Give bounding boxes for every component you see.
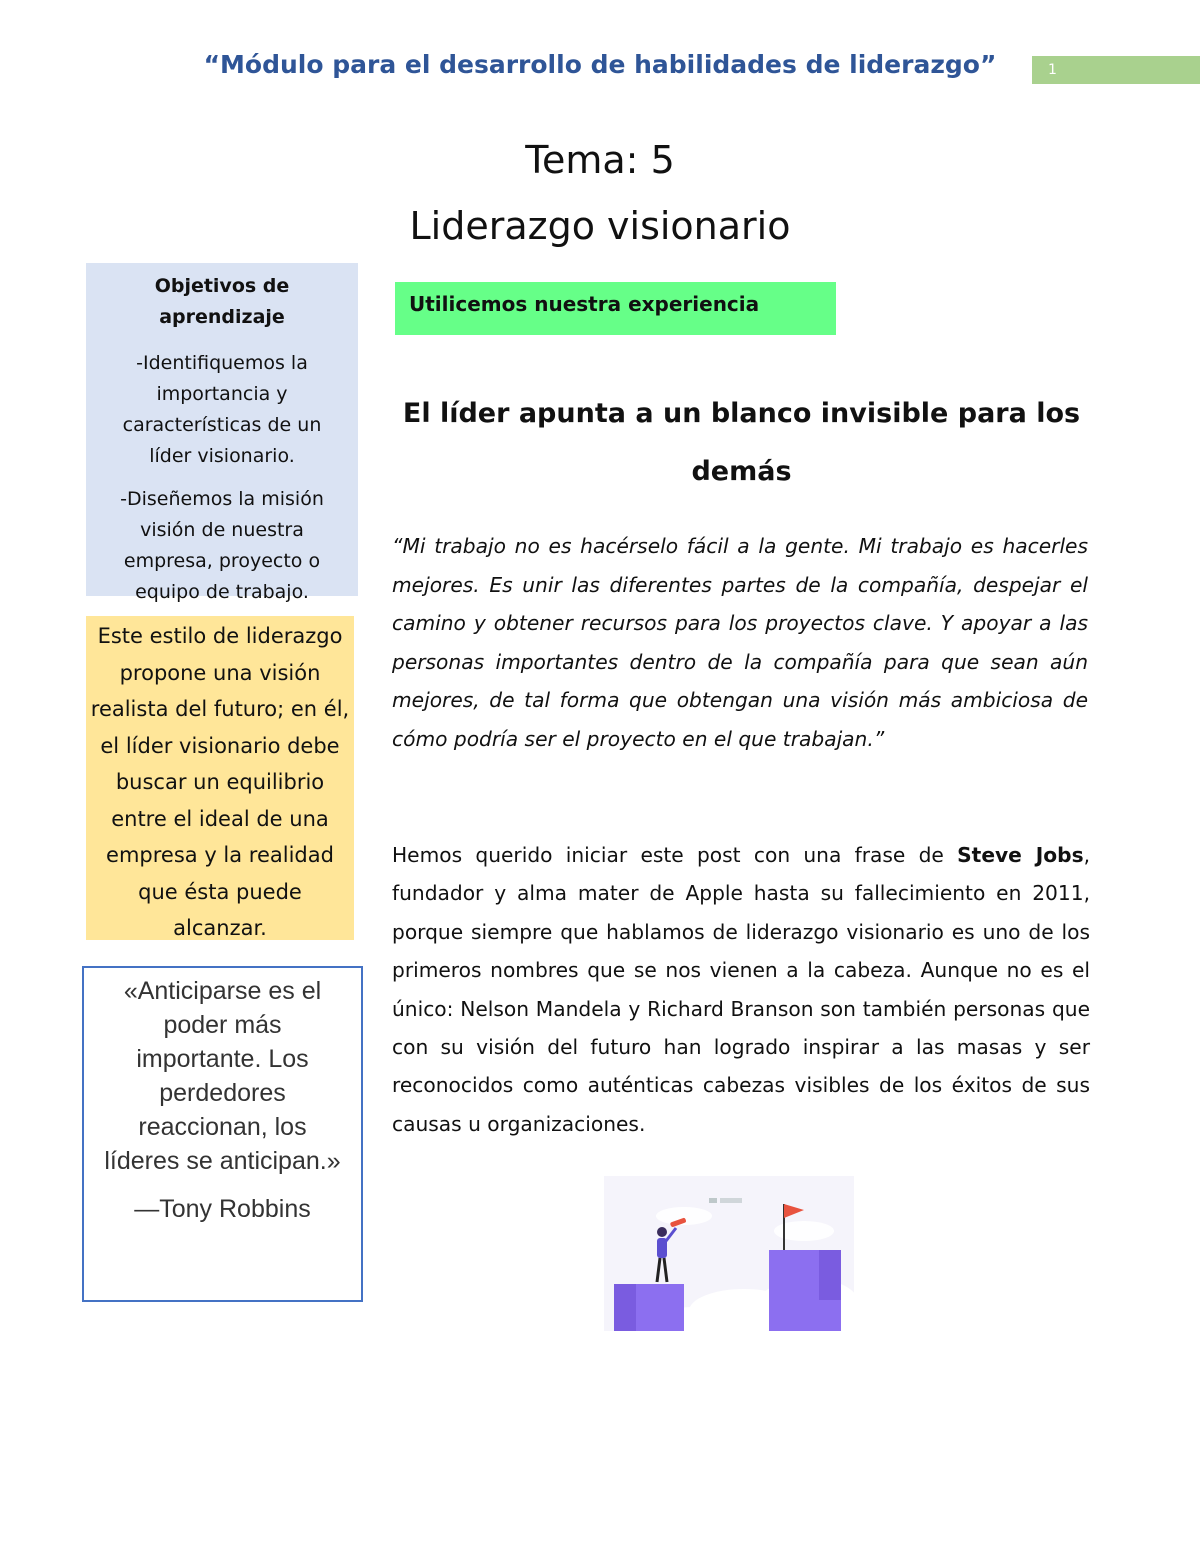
robbins-quote-text: «Anticiparse es el poder más importante. Los perdedores reaccionan, los líderes se anticipan.» <box>104 977 341 1175</box>
robbins-quote-author: —Tony Robbins <box>134 1195 311 1223</box>
topic-title: Liderazgo visionario <box>409 204 791 248</box>
steve-jobs-quote: “Mi trabajo no es hacérselo fácil a la gente. Mi trabajo es hacerles mejores. Es unir las diferentes partes de la compañía, despejar el camino y obtener recursos para los proyectos clave. Y apoyar a las personas importantes dentro de la compañía para que sean aún mejores, de tal forma que obtengan una visión más ambiciosa de cómo podría ser el proyecto en el que trabajan.” <box>392 534 1088 751</box>
body-paragraph <box>392 836 1090 1143</box>
page-number-badge: 1 <box>1032 56 1200 84</box>
topic-number: Tema: 5 <box>525 138 675 182</box>
body-text-start: Hemos querido iniciar este post con una frase de <box>392 843 958 867</box>
leadership-style-note: Este estilo de liderazgo propone una visión realista del futuro; en él, el líder visionario debe buscar un equilibrio entre el ideal de una empresa y la realidad que ésta puede alcanzar. <box>86 616 354 940</box>
visionary-leader-illustration <box>604 1176 854 1331</box>
body-text-end: , fundador y alma mater de Apple hasta su fallecimiento en 2011, porque siempre que hablamos de liderazgo visionario es uno de los primeros nombres que se nos vienen a la cabeza. Aunque no es el único: Nelson Mandela y Richard Branson son también personas que con su visión del futuro han logrado inspirar a las masas y ser reconocidos como auténticas cabezas visibles de los éxitos de sus causas u organizaciones. <box>392 843 1091 1136</box>
objectives-title: Objetivos de aprendizaje <box>154 275 290 328</box>
robbins-quote-box <box>82 966 363 1302</box>
learning-objectives-box <box>86 263 358 603</box>
objective-item: -Diseñemos la misión visión de nuestra empresa, proyecto o equipo de trabajo. <box>120 488 324 603</box>
document-header-title: “Módulo para el desarrollo de habilidades de liderazgo” <box>203 50 997 79</box>
objective-item: -Identifiquemos la importancia y características de un líder visionario. <box>122 352 322 467</box>
steve-jobs-name: Steve Jobs <box>957 843 1084 867</box>
experience-banner: Utilicemos nuestra experiencia <box>395 282 836 335</box>
section-heading: El líder apunta a un blanco invisible para los demás <box>402 398 1081 487</box>
